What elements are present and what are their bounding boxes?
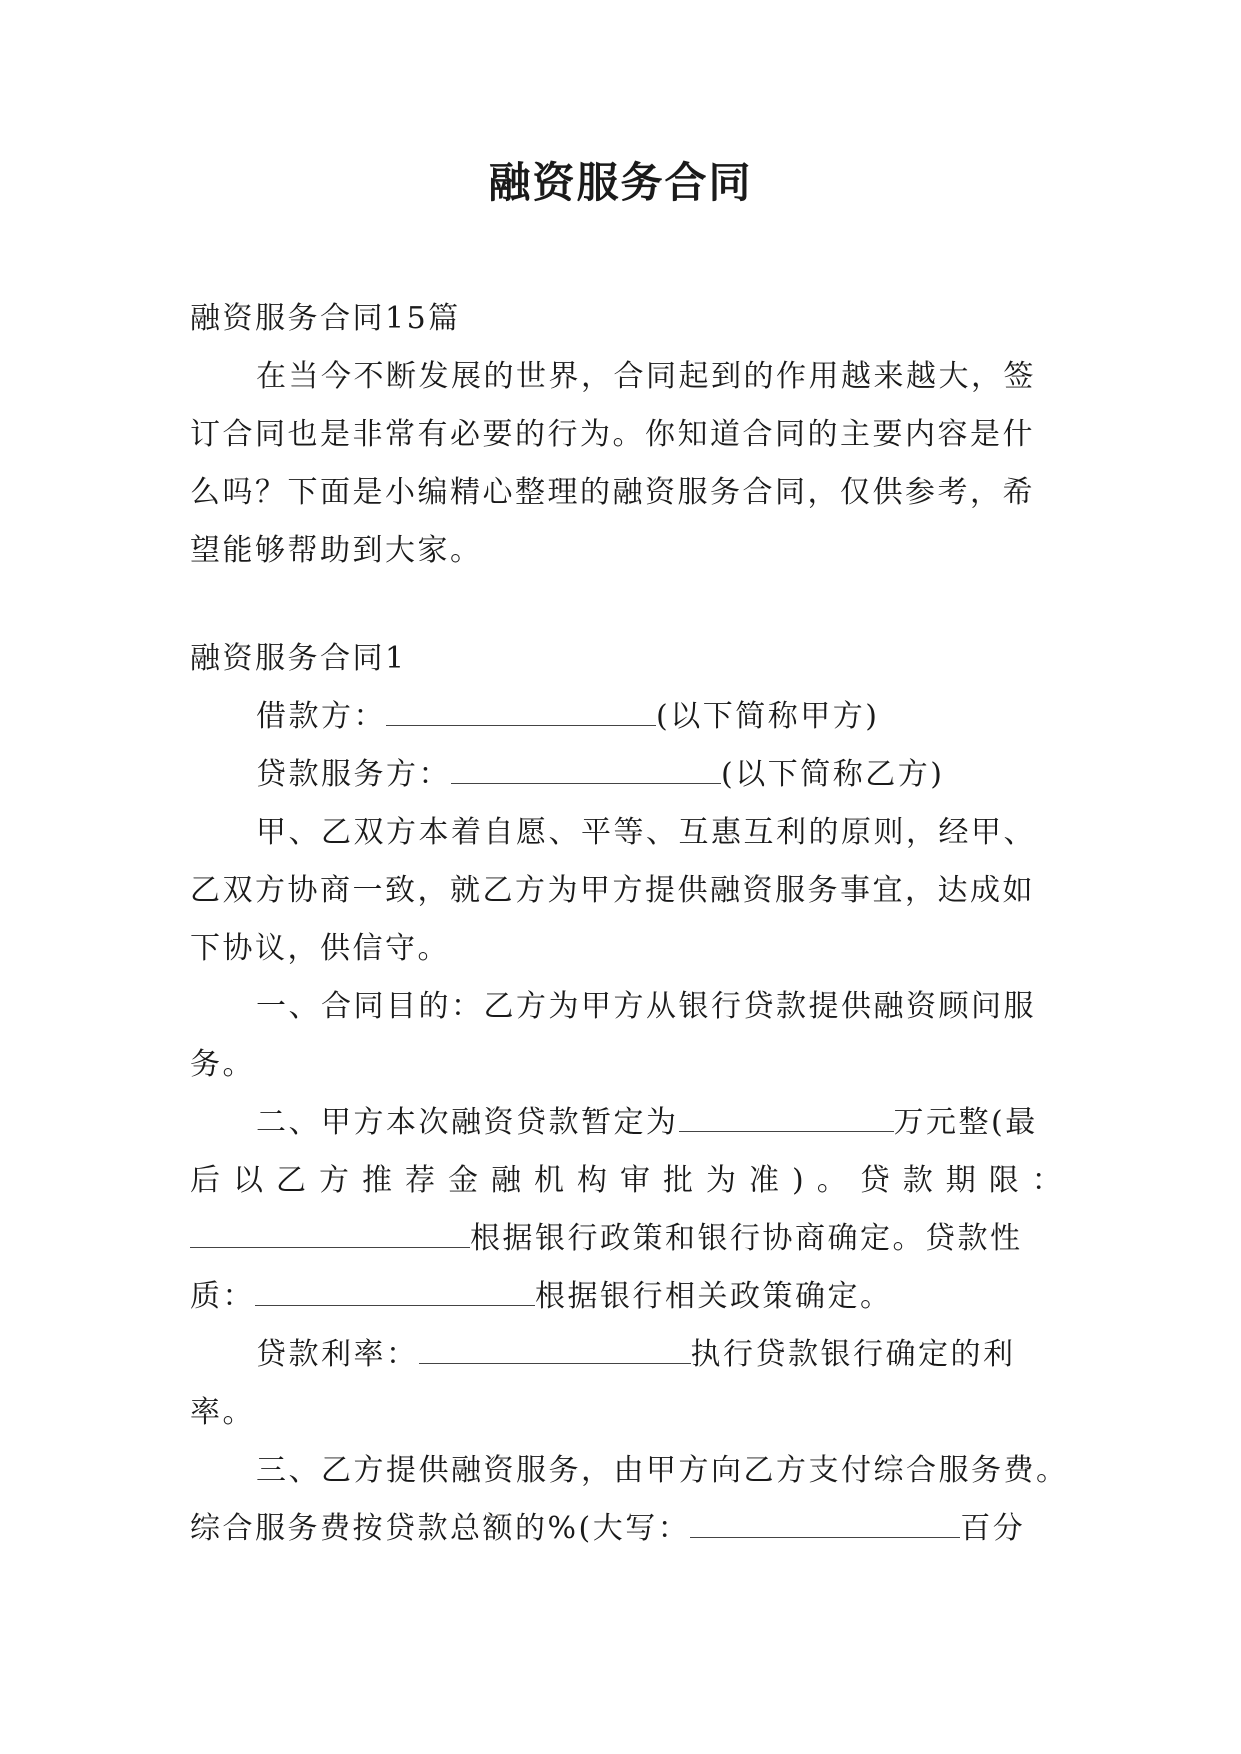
intro-line-2: 订合同也是非常有必要的行为。你知道合同的主要内容是什 bbox=[190, 417, 1035, 452]
rate-label: 贷款利率： bbox=[256, 1337, 419, 1372]
clause2-line-3 bbox=[190, 1210, 1050, 1268]
preamble-line-3: 下协议，供信守。 bbox=[190, 931, 450, 966]
section-heading: 融资服务合同1 bbox=[190, 641, 407, 676]
preamble-line-2: 乙双方协商一致，就乙方为甲方提供融资服务事宜，达成如 bbox=[190, 873, 1035, 908]
intro-line-3: 么吗？下面是小编精心整理的融资服务合同，仅供参考，希 bbox=[190, 475, 1035, 510]
lender-blank bbox=[451, 747, 721, 784]
intro-line-1: 在当今不断发展的世界，合同起到的作用越来越大，签 bbox=[256, 359, 1036, 394]
borrower-line bbox=[190, 688, 1050, 746]
borrower-blank bbox=[386, 689, 656, 726]
clause3-line-2-text-a: 综合服务费按贷款总额的%(大写： bbox=[190, 1511, 691, 1546]
clause1-line-1: 一、合同目的：乙方为甲方从银行贷款提供融资顾问服 bbox=[256, 989, 1036, 1024]
borrower-label: 借款方： bbox=[256, 699, 386, 734]
clause2-line-4-text-a: 质： bbox=[190, 1279, 255, 1314]
document-title: 融资服务合同 bbox=[488, 158, 753, 207]
rate-suffix: 执行贷款银行确定的利 bbox=[690, 1337, 1016, 1372]
rate-line-1 bbox=[190, 1326, 1050, 1384]
clause2-line-4-text-b: 根据银行相关政策确定。 bbox=[535, 1279, 893, 1314]
lender-line bbox=[190, 746, 1050, 804]
clause2-line-4 bbox=[190, 1268, 1050, 1326]
rate-line-2: 率。 bbox=[190, 1395, 255, 1430]
clause2-line-2 bbox=[190, 1152, 1075, 1210]
clause3-line-2-text-b: 百分 bbox=[960, 1511, 1026, 1546]
loan-amount-blank bbox=[679, 1095, 894, 1132]
lender-suffix: (以下简称乙方) bbox=[721, 757, 945, 792]
clause2-text-b: 万元整(最 bbox=[893, 1105, 1038, 1140]
preamble-line-1: 甲、乙双方本着自愿、平等、互惠互利的原则，经甲、 bbox=[256, 815, 1036, 850]
borrower-suffix: (以下简称甲方) bbox=[656, 699, 880, 734]
clause3-line-1: 三、乙方提供融资服务，由甲方向乙方支付综合服务费。 bbox=[256, 1453, 1069, 1488]
fee-words-blank bbox=[690, 1501, 960, 1538]
clause1-line-2: 务。 bbox=[190, 1047, 255, 1082]
clause2-line-1 bbox=[190, 1094, 1050, 1152]
clause3-line-2 bbox=[190, 1500, 1050, 1558]
clause2-text-a: 二、甲方本次融资贷款暂定为 bbox=[256, 1105, 679, 1140]
document-body bbox=[190, 290, 1075, 1558]
intro-line-4: 望能够帮助到大家。 bbox=[190, 533, 483, 568]
rate-blank bbox=[419, 1327, 691, 1364]
clause2-line-3-text: 根据银行政策和银行协商确定。贷款性 bbox=[470, 1221, 1023, 1256]
loan-term-blank bbox=[190, 1211, 470, 1248]
subtitle: 融资服务合同15篇 bbox=[190, 301, 461, 336]
loan-nature-blank bbox=[255, 1269, 535, 1306]
clause2-line-2-text: 后以乙方推荐金融机构审批为准)。贷款期限： bbox=[190, 1163, 1075, 1198]
lender-label: 贷款服务方： bbox=[256, 757, 451, 792]
